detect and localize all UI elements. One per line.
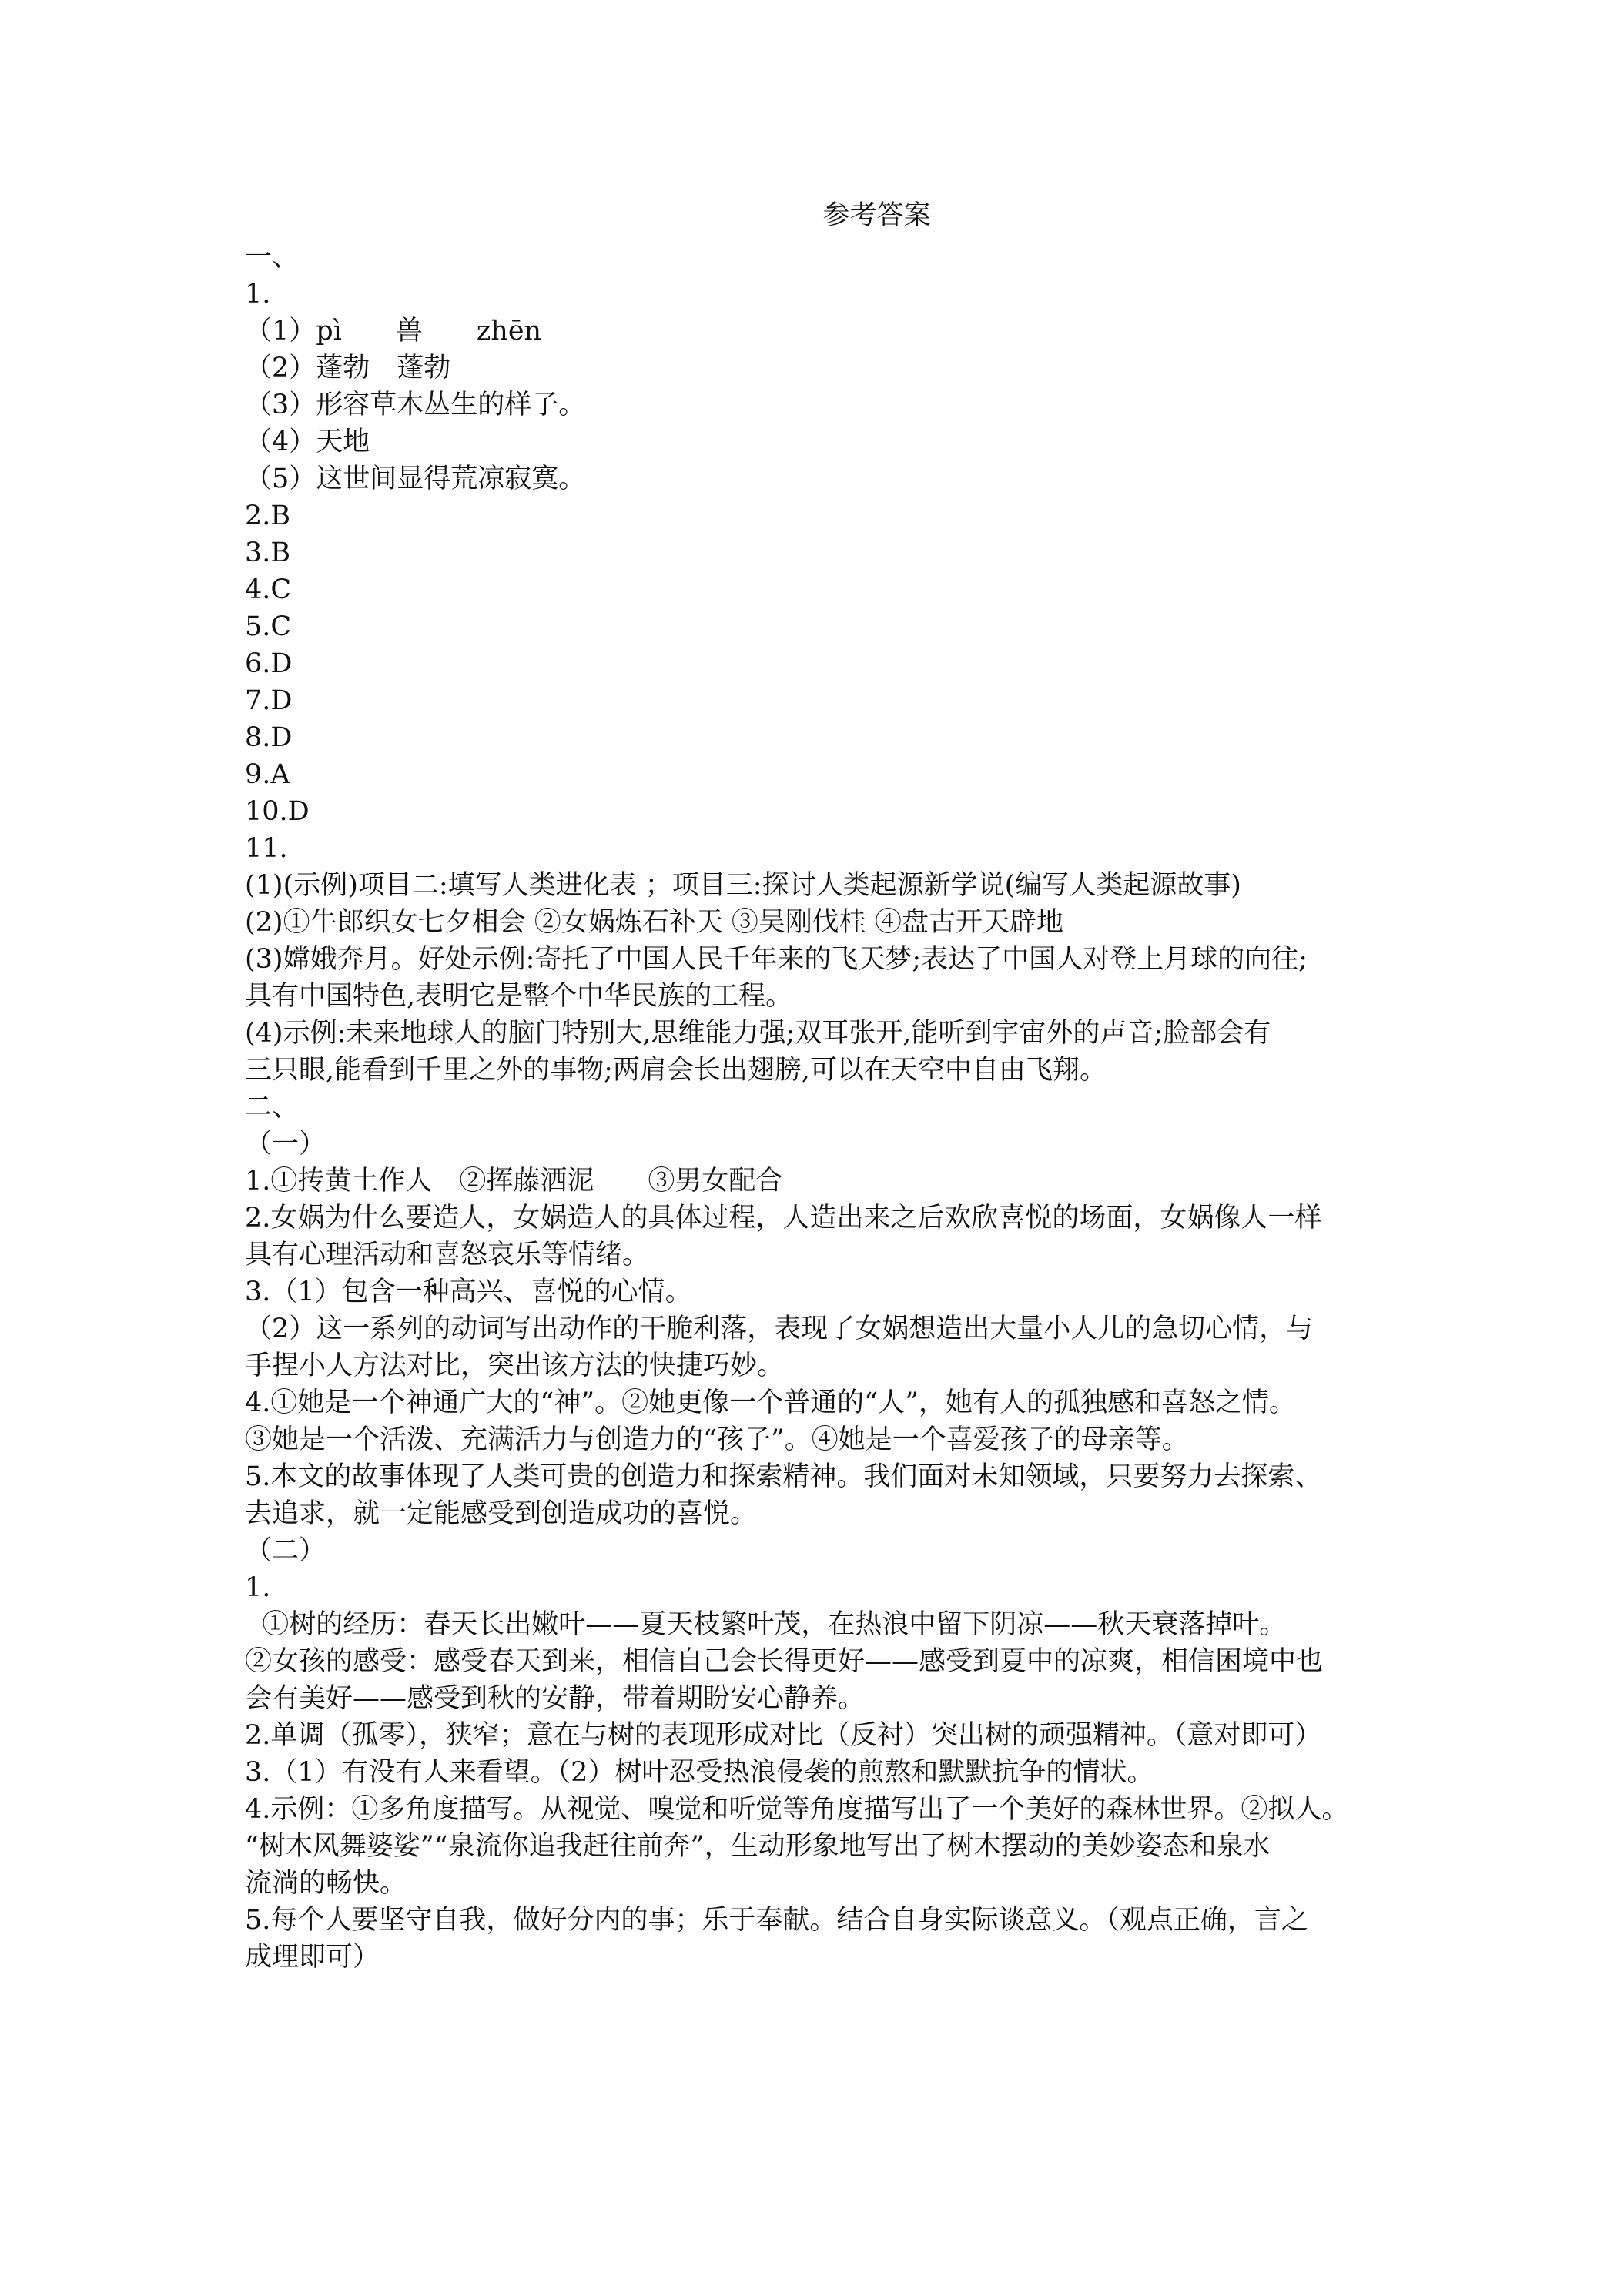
answer-line: （5）这世间显得荒凉寂寞。	[245, 464, 586, 494]
answer-line: (2)①牛郎织女七夕相会 ②女娲炼石补天 ③吴刚伐桂 ④盘古开天辟地	[245, 907, 1063, 938]
answer-line: 5.每个人要坚守自我，做好分内的事；乐于奉献。结合自身实际谈意义。（观点正确，言之	[245, 1905, 1308, 1936]
answer-line: 7.D	[245, 685, 293, 716]
answer-line: ②女孩的感受：感受春天到来，相信自己会长得更好——感受到夏中的凉爽，相信困境中也	[245, 1646, 1324, 1677]
answer-line: 去追求，就一定能感受到创造成功的喜悦。	[245, 1498, 758, 1529]
answer-line: 11.	[245, 833, 288, 864]
answer-line: （2）这一系列的动词写出动作的干脆利落，表现了女娲想造出大量小人儿的急切心情，与	[245, 1314, 1314, 1344]
answer-line: 会有美好——感受到秋的安静，带着期盼安心静养。	[245, 1683, 866, 1714]
answer-line: 4.C	[245, 574, 292, 605]
answer-line: 9.A	[245, 759, 290, 790]
answer-line: 1.	[245, 279, 271, 310]
answer-line: 1.①抟黄土作人 ②挥藤洒泥 ③男女配合	[245, 1166, 783, 1197]
answer-line: 2.女娲为什么要造人，女娲造人的具体过程，人造出来之后欢欣喜悦的场面，女娲像人一样	[245, 1203, 1322, 1233]
answer-line: 8.D	[245, 722, 293, 753]
answer-line: 具有中国特色,表明它是整个中华民族的工程。	[245, 981, 793, 1012]
answer-line: （一）	[245, 1129, 326, 1160]
answer-line: 流淌的畅快。	[245, 1868, 407, 1899]
answer-line: 二、	[245, 1092, 300, 1123]
answer-line: ③她是一个活泼、充满活力与创造力的“孩子”。④她是一个喜爱孩子的母亲等。	[245, 1424, 1189, 1455]
answer-line: 10.D	[245, 796, 310, 827]
answer-line: （1）pì 兽 zhēn	[245, 316, 542, 346]
answer-line: 1.	[245, 1572, 271, 1603]
answer-line: 具有心理活动和喜怒哀乐等情绪。	[245, 1240, 650, 1270]
answer-line: 5.C	[245, 611, 292, 642]
answer-line: 手捏小人方法对比，突出该方法的快捷巧妙。	[245, 1350, 785, 1381]
answer-line: 4.示例：①多角度描写。从视觉、嗅觉和听觉等角度描写出了一个美好的森林世界。②拟人。	[245, 1794, 1349, 1825]
answer-line: (3)嫦娥奔月。好处示例:寄托了中国人民千年来的飞天梦;表达了中国人对登上月球的向往;	[245, 944, 1308, 975]
answer-line: ①树的经历：春天长出嫩叶——夏天枝繁叶茂，在热浪中留下阴凉——秋天衰落掉叶。	[245, 1609, 1287, 1640]
answer-line: 成理即可）	[245, 1942, 380, 1973]
answer-line: 3.（1）有没有人来看望。（2）树叶忍受热浪侵袭的煎熬和默默抗争的情状。	[245, 1757, 1154, 1788]
answer-line: （4）天地	[245, 427, 370, 457]
answer-line: 6.D	[245, 648, 293, 679]
answer-line: 5.本文的故事体现了人类可贵的创造力和探索精神。我们面对未知领域，只要努力去探索、	[245, 1461, 1322, 1492]
answer-line: (1)(示例)项目二:填写人类进化表 ；项目三:探讨人类起源新学说(编写人类起源故事)	[245, 870, 1241, 901]
answer-line: 2.B	[245, 500, 291, 531]
answer-line: 三只眼,能看到千里之外的事物;两肩会长出翅膀,可以在天空中自由飞翔。	[245, 1055, 1107, 1086]
answer-line: 3.B	[245, 537, 291, 568]
answer-body	[245, 239, 1385, 1976]
answer-line: 2.单调（孤零），狭窄；意在与树的表现形成对比（反衬）突出树的顽强精神。（意对即可）	[245, 1720, 1322, 1751]
page-title: 参考答案	[822, 200, 931, 231]
answer-line: (4)示例:未来地球人的脑门特别大,思维能力强;双耳张开,能听到宇宙外的声音;脸部会有	[245, 1018, 1271, 1049]
answer-line: 一、	[245, 242, 300, 273]
answer-line: “树木风舞婆娑”“泉流你追我赶往前奔”，生动形象地写出了树木摆动的美妙姿态和泉水	[245, 1831, 1271, 1862]
answer-line: （3）形容草木丛生的样子。	[245, 390, 586, 420]
answer-line: 4.①她是一个神通广大的“神”。②她更像一个普通的“人”，她有人的孤独感和喜怒之情。	[245, 1387, 1296, 1418]
answer-line: （二）	[245, 1535, 326, 1566]
answer-line: 3.（1）包含一种高兴、喜悦的心情。	[245, 1277, 692, 1307]
answer-line: （2）蓬勃 蓬勃	[245, 353, 451, 383]
